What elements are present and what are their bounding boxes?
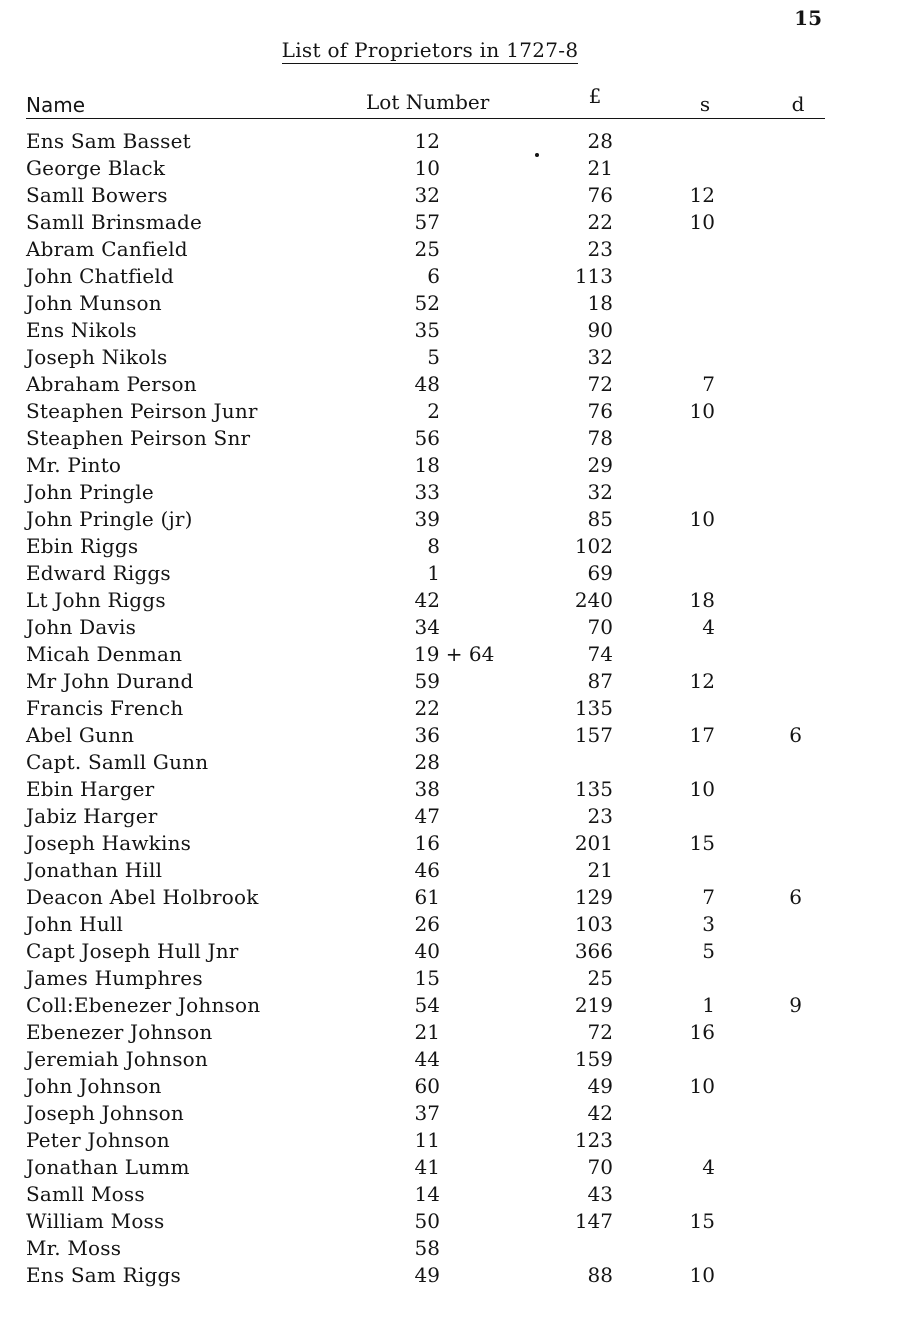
proprietor-name: John Johnson (26, 1074, 162, 1098)
table-row (0, 1019, 900, 1046)
table-row (0, 722, 900, 749)
pounds-value: 22 (587, 210, 613, 234)
table-row (0, 749, 900, 776)
header-rule (26, 118, 825, 119)
shillings-value: 4 (702, 615, 715, 639)
proprietor-name: Ens Sam Riggs (26, 1263, 181, 1287)
table-row (0, 236, 900, 263)
lot-number: 18 (414, 453, 440, 477)
lot-number: 52 (414, 291, 440, 315)
proprietor-name: Capt Joseph Hull Jnr (26, 939, 239, 963)
pounds-value: 201 (574, 831, 613, 855)
table-header (0, 84, 900, 118)
table-row (0, 1127, 900, 1154)
shillings-value: 10 (689, 210, 715, 234)
proprietor-name: Joseph Johnson (26, 1101, 185, 1125)
proprietor-name: Samll Bowers (26, 183, 168, 207)
pounds-value: 85 (587, 507, 613, 531)
pounds-value: 102 (574, 534, 613, 558)
table-row (0, 1046, 900, 1073)
pounds-value: 72 (587, 1020, 613, 1044)
page-number: 15 (794, 6, 822, 30)
table-row (0, 776, 900, 803)
proprietor-name: George Black (26, 156, 166, 180)
lot-number: 61 (414, 885, 440, 909)
table-row (0, 344, 900, 371)
table-row (0, 398, 900, 425)
lot-number: 5 (427, 345, 440, 369)
table-row (0, 1235, 900, 1262)
table-row (0, 209, 900, 236)
lot-number: 25 (414, 237, 440, 261)
proprietor-name: Samll Moss (26, 1182, 145, 1206)
lot-number: 34 (414, 615, 440, 639)
table-row (0, 155, 900, 182)
proprietor-name: Micah Denman (26, 642, 183, 666)
pounds-value: 76 (587, 183, 613, 207)
proprietor-name: Jonathan Lumm (26, 1155, 190, 1179)
proprietor-name: John Munson (26, 291, 162, 315)
pounds-value: 70 (587, 1155, 613, 1179)
lot-number: 44 (414, 1047, 440, 1071)
pounds-value: 103 (574, 912, 613, 936)
pounds-value: 32 (587, 345, 613, 369)
shillings-value: 15 (689, 831, 715, 855)
lot-number: 49 (414, 1263, 440, 1287)
pence-value: 6 (789, 723, 802, 747)
pounds-value: 74 (587, 642, 613, 666)
proprietor-name: Steaphen Peirson Junr (26, 399, 258, 423)
proprietor-name: John Hull (26, 912, 124, 936)
shillings-value: 10 (689, 399, 715, 423)
table-row (0, 668, 900, 695)
pounds-value: 366 (574, 939, 613, 963)
shillings-value: 10 (689, 777, 715, 801)
lot-number: 6 (427, 264, 440, 288)
pounds-value: 135 (574, 696, 613, 720)
pounds-value: 90 (587, 318, 613, 342)
pounds-value: 70 (587, 615, 613, 639)
shillings-value: 15 (689, 1209, 715, 1233)
lot-number: 54 (414, 993, 440, 1017)
table-row (0, 425, 900, 452)
shillings-value: 10 (689, 1263, 715, 1287)
proprietor-name: Capt. Samll Gunn (26, 750, 209, 774)
pounds-value: 113 (574, 264, 613, 288)
table-row (0, 1208, 900, 1235)
pounds-value: 123 (574, 1128, 613, 1152)
lot-number: 60 (414, 1074, 440, 1098)
table-row (0, 803, 900, 830)
lot-number: 42 (414, 588, 440, 612)
table-row (0, 641, 900, 668)
proprietor-name: John Pringle (jr) (26, 507, 193, 531)
pounds-value: 219 (574, 993, 613, 1017)
proprietor-name: Abram Canfield (26, 237, 188, 261)
proprietor-name: John Pringle (26, 480, 154, 504)
column-header-lot: Lot Number (366, 90, 490, 114)
lot-number: 10 (414, 156, 440, 180)
pounds-value: 25 (587, 966, 613, 990)
proprietor-name: Mr. Pinto (26, 453, 122, 477)
table-row (0, 614, 900, 641)
proprietor-name: Abraham Person (26, 372, 197, 396)
proprietor-name: Jonathan Hill (26, 858, 163, 882)
lot-number: 39 (414, 507, 440, 531)
pounds-value: 157 (574, 723, 613, 747)
shillings-value: 18 (689, 588, 715, 612)
pounds-value: 135 (574, 777, 613, 801)
page-title (0, 38, 860, 62)
proprietor-name: Abel Gunn (26, 723, 135, 747)
lot-number: 56 (414, 426, 440, 450)
pounds-value: 23 (587, 237, 613, 261)
lot-number: 26 (414, 912, 440, 936)
proprietor-name: William Moss (26, 1209, 165, 1233)
table-row (0, 263, 900, 290)
lot-number: 47 (414, 804, 440, 828)
table-row (0, 911, 900, 938)
pounds-value: 23 (587, 804, 613, 828)
proprietor-name: Jabiz Harger (26, 804, 158, 828)
table-row (0, 938, 900, 965)
table-row (0, 317, 900, 344)
pounds-value: 240 (574, 588, 613, 612)
table-row (0, 506, 900, 533)
table-row (0, 290, 900, 317)
proprietor-name: Lt John Riggs (26, 588, 166, 612)
shillings-value: 10 (689, 1074, 715, 1098)
proprietor-name: Jeremiah Johnson (26, 1047, 208, 1071)
proprietor-table-body (0, 128, 900, 1289)
table-row (0, 1262, 900, 1289)
lot-number: 48 (414, 372, 440, 396)
shillings-value: 12 (689, 669, 715, 693)
pounds-value: 76 (587, 399, 613, 423)
table-row (0, 452, 900, 479)
lot-number: 19 + 64 (414, 642, 495, 666)
table-row (0, 830, 900, 857)
lot-number: 50 (414, 1209, 440, 1233)
table-row (0, 965, 900, 992)
pounds-value: 87 (587, 669, 613, 693)
table-row (0, 1181, 900, 1208)
proprietor-name: John Davis (26, 615, 137, 639)
pounds-value: 147 (574, 1209, 613, 1233)
table-row (0, 371, 900, 398)
column-header-name: Name (26, 93, 86, 117)
lot-number: 41 (414, 1155, 440, 1179)
pounds-value: 78 (587, 426, 613, 450)
lot-number: 12 (414, 129, 440, 153)
pounds-value: 88 (587, 1263, 613, 1287)
pounds-value: 29 (587, 453, 613, 477)
pounds-value: 42 (587, 1101, 613, 1125)
shillings-value: 5 (702, 939, 715, 963)
lot-number: 58 (414, 1236, 440, 1260)
table-row (0, 1154, 900, 1181)
table-row (0, 695, 900, 722)
proprietor-name: James Humphres (26, 966, 203, 990)
column-header-shillings: s (699, 92, 711, 116)
proprietor-name: Steaphen Peirson Snr (26, 426, 251, 450)
pounds-value: 72 (587, 372, 613, 396)
lot-number: 38 (414, 777, 440, 801)
pounds-value: 32 (587, 480, 613, 504)
pounds-value: 69 (587, 561, 613, 585)
table-row (0, 884, 900, 911)
ink-speck (535, 153, 539, 157)
lot-number: 22 (414, 696, 440, 720)
proprietor-name: Mr John Durand (26, 669, 194, 693)
table-row (0, 560, 900, 587)
proprietor-name: Coll:Ebenezer Johnson (26, 993, 261, 1017)
shillings-value: 7 (702, 885, 715, 909)
proprietor-name: Ens Nikols (26, 318, 137, 342)
lot-number: 2 (427, 399, 440, 423)
lot-number: 59 (414, 669, 440, 693)
proprietor-name: Joseph Hawkins (26, 831, 192, 855)
pounds-value: 129 (574, 885, 613, 909)
page-title-text: List of Proprietors in 1727-8 (281, 38, 579, 62)
lot-number: 11 (414, 1128, 440, 1152)
lot-number: 21 (414, 1020, 440, 1044)
pence-value: 9 (789, 993, 802, 1017)
pounds-value: 21 (587, 156, 613, 180)
proprietor-name: Mr. Moss (26, 1236, 122, 1260)
shillings-value: 16 (689, 1020, 715, 1044)
shillings-value: 3 (702, 912, 715, 936)
lot-number: 35 (414, 318, 440, 342)
proprietor-name: Ebin Riggs (26, 534, 139, 558)
proprietor-name: Joseph Nikols (26, 345, 168, 369)
lot-number: 1 (427, 561, 440, 585)
proprietor-name: Edward Riggs (26, 561, 171, 585)
shillings-value: 1 (702, 993, 715, 1017)
pounds-value: 18 (587, 291, 613, 315)
proprietor-name: John Chatfield (26, 264, 174, 288)
column-header-pence: d (791, 92, 805, 116)
table-row (0, 479, 900, 506)
lot-number: 32 (414, 183, 440, 207)
pounds-value: 159 (574, 1047, 613, 1071)
lot-number: 46 (414, 858, 440, 882)
table-row (0, 992, 900, 1019)
shillings-value: 7 (702, 372, 715, 396)
table-row (0, 182, 900, 209)
pounds-value: 43 (587, 1182, 613, 1206)
lot-number: 16 (414, 831, 440, 855)
lot-number: 15 (414, 966, 440, 990)
table-row (0, 1100, 900, 1127)
pounds-value: 49 (587, 1074, 613, 1098)
pounds-value: 28 (587, 129, 613, 153)
lot-number: 8 (427, 534, 440, 558)
lot-number: 36 (414, 723, 440, 747)
lot-number: 14 (414, 1182, 440, 1206)
table-row (0, 128, 900, 155)
shillings-value: 10 (689, 507, 715, 531)
table-row (0, 857, 900, 884)
pence-value: 6 (789, 885, 802, 909)
lot-number: 57 (414, 210, 440, 234)
table-row (0, 1073, 900, 1100)
lot-number: 37 (414, 1101, 440, 1125)
lot-number: 40 (414, 939, 440, 963)
proprietor-name: Ens Sam Basset (26, 129, 191, 153)
proprietor-name: Francis French (26, 696, 184, 720)
lot-number: 33 (414, 480, 440, 504)
lot-number: 28 (414, 750, 440, 774)
table-row (0, 533, 900, 560)
table-row (0, 587, 900, 614)
column-header-pound: £ (588, 84, 602, 108)
shillings-value: 17 (689, 723, 715, 747)
proprietor-name: Peter Johnson (26, 1128, 170, 1152)
shillings-value: 4 (702, 1155, 715, 1179)
proprietor-name: Samll Brinsmade (26, 210, 203, 234)
pounds-value: 21 (587, 858, 613, 882)
shillings-value: 12 (689, 183, 715, 207)
proprietor-name: Deacon Abel Holbrook (26, 885, 259, 909)
proprietor-name: Ebenezer Johnson (26, 1020, 213, 1044)
proprietor-name: Ebin Harger (26, 777, 155, 801)
